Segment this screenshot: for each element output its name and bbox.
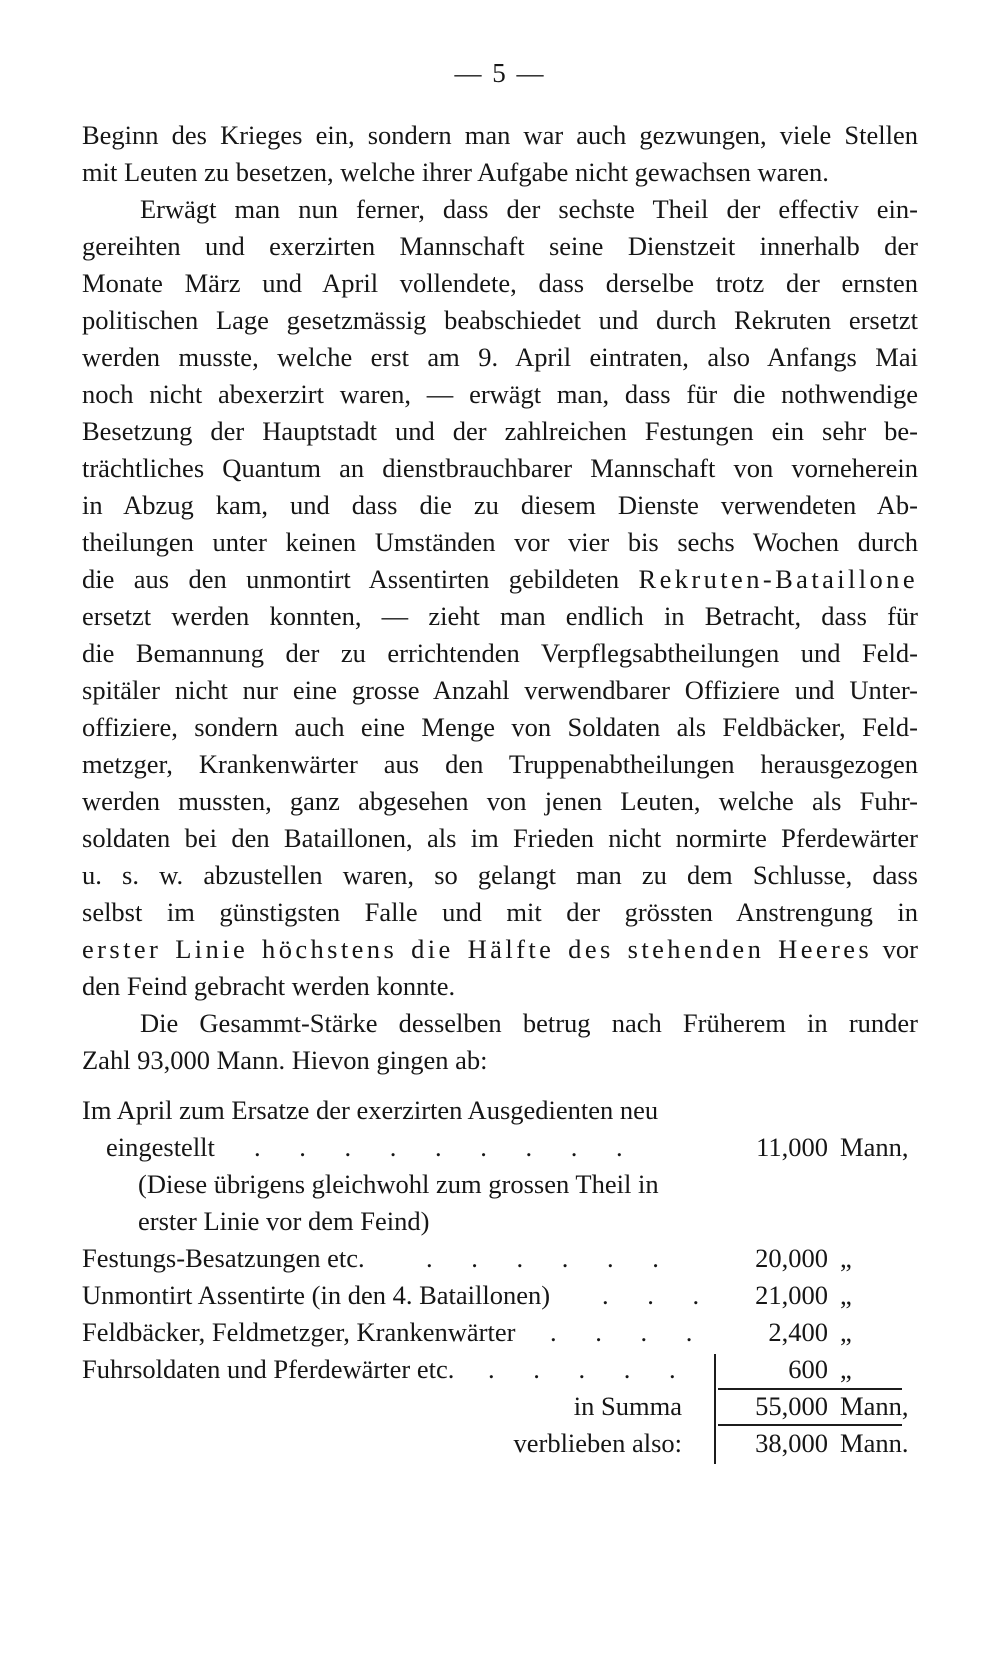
table-note-text: (Diese übrigens gleichwohl zum grossen Theil in [138,1169,659,1199]
text-line: u. s. w. abzustellen waren, so gelangt man zu dem Schlusse, dass [82,860,918,890]
text-line: selbst im günstigsten Falle und mit der grössten Anstrengung in [82,897,918,927]
text-line: noch nicht abexerzirt waren, — erwägt man, dass für die nothwendige [82,379,918,409]
text-line: mit Leuten zu besetzen, welche ihrer Aufgabe nicht gewachsen waren. [82,157,829,187]
table-amount: 2,400 [768,1317,828,1347]
leader-dots: . . . . . . [426,1243,675,1273]
text-line: theilungen unter keinen Umständen vor vier bis sechs Wochen durch [82,527,918,557]
strength-table [82,1092,918,1462]
remain-amount: 38,000 [755,1428,828,1458]
table-note-text: erster Linie vor dem Feind) [138,1206,430,1236]
table-unit: „ [840,1317,852,1347]
remain-label: verblieben also: [513,1428,682,1458]
text-line: in Abzug kam, und dass die zu diesem Dienste verwendeten Ab- [82,490,918,520]
table-row [82,1351,918,1388]
text-line: ersetzt werden konnten, — zieht man endlich in Betracht, dass für [82,601,918,631]
text-line: Monate März und April vollendete, dass derselbe trotz der ernsten [82,268,918,298]
table-amount: 21,000 [755,1280,828,1310]
table-amount: 11,000 [756,1132,828,1162]
table-row-label: Feldbäcker, Feldmetzger, Krankenwärter [82,1317,516,1347]
table-note [82,1166,918,1203]
table-row-label: Unmontirt Assentirte (in den 4. Bataillonen) [82,1280,551,1310]
leader-dots: . . . . . [488,1354,692,1384]
text-line: soldaten bei den Bataillonen, als im Frieden nicht normirte Pferdewärter [82,823,918,853]
table-amount: 600 [788,1354,828,1384]
text-line: werden mussten, ganz abgesehen von jenen Leuten, welche als Fuhr- [82,786,918,816]
text-line: politischen Lage gesetzmässig beabschiedet und durch Rekruten ersetzt [82,305,918,335]
text-line: spitäler nicht nur eine grosse Anzahl verwendbarer Offiziere und Unter- [82,675,918,705]
table-row [82,1314,918,1351]
table-unit: Mann, [840,1132,909,1162]
spaced-emphasis: erster Linie höchstens die Hälfte des stehenden Heeres [82,934,873,964]
remain-unit: Mann. [840,1428,909,1458]
table-note [82,1203,918,1240]
body-text [82,117,918,1079]
table-row-label: Fuhrsoldaten und Pferdewärter etc. [82,1354,455,1384]
text-line: Beginn des Krieges ein, sondern man war auch gezwungen, viele Stellen [82,120,918,150]
text-line: trächtliches Quantum an dienstbrauchbarer Mannschaft von vorneherein [82,453,918,483]
text-line: metzger, Krankenwärter aus den Truppenabtheilungen herausgezogen [82,749,918,779]
table-row [82,1240,918,1277]
text-line: die Bemannung der zu errichtenden Verpflegsabtheilungen und Feld- [82,638,918,668]
table-row [82,1129,918,1166]
text-line [82,931,918,968]
sum-amount: 55,000 [755,1391,828,1421]
text-segment: die aus den unmontirt Assentirten gebildeten [82,564,639,594]
text-line: Besetzung der Hauptstadt und der zahlreichen Festungen ein sehr be- [82,416,918,446]
text-line: Erwägt man nun ferner, dass der sechste Theil der effectiv ein- [140,194,918,224]
table-row-label: Im April zum Ersatze der exerzirten Ausgedienten neu [82,1095,659,1125]
table-row [82,1092,918,1129]
table-unit: „ [840,1354,852,1384]
text-line: gereihten und exerzirten Mannschaft seine Dienstzeit innerhalb der [82,231,918,261]
sum-unit: Mann, [840,1391,909,1421]
table-row-label: eingestellt [106,1132,215,1162]
leader-dots: . . . . [550,1317,709,1347]
table-row [82,1277,918,1314]
text-line: Die Gesammt-Stärke desselben betrug nach Früherem in runder [140,1008,918,1038]
text-line: Zahl 93,000 Mann. Hievon gingen ab: [82,1045,488,1075]
text-line: offiziere, sondern auch eine Menge von Soldaten als Feldbäcker, Feld- [82,712,918,742]
sum-label: in Summa [573,1391,682,1421]
text-line: den Feind gebracht werden konnte. [82,971,456,1001]
remain-row [82,1425,918,1462]
text-segment: vor [872,934,918,964]
leader-dots: . . . . . . . . . [254,1132,639,1162]
column-rule [714,1354,716,1464]
sum-row [82,1388,918,1425]
table-row-label: Festungs-Besatzungen etc. [82,1243,365,1273]
spaced-emphasis: Rekruten-Bataillone [638,564,918,594]
leader-dots: . . . [602,1280,716,1310]
text-line [82,561,918,598]
table-amount: 20,000 [755,1243,828,1273]
text-line: werden musste, welche erst am 9. April eintraten, also Anfangs Mai [82,342,918,372]
page-number-text: — 5 — [454,58,546,88]
table-unit: „ [840,1280,852,1310]
page-number [0,58,1000,89]
table-unit: „ [840,1243,852,1273]
